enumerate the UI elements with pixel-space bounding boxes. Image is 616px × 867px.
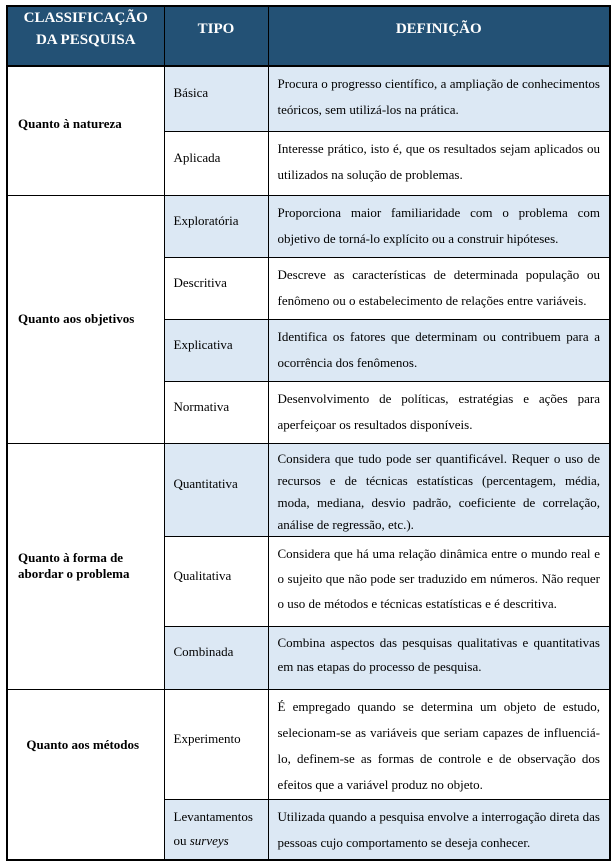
tipo-cell-normativa: Normativa	[164, 381, 268, 443]
definicao-cell-explicativa: Identifica os fatores que determinam ou contribuem para a ocorrência dos fenômenos.	[268, 319, 610, 381]
tipo-cell-descritiva: Descritiva	[164, 257, 268, 319]
definicao-cell-exploratoria: Proporciona maior familiaridade com o problema com objetivo de torná-lo explícito ou a construir hipóteses.	[268, 195, 610, 257]
definicao-cell-levantamentos: Utilizada quando a pesquisa envolve a interrogação direta das pessoas cujo comportamento se deseja conhecer.	[268, 799, 610, 860]
definicao-cell-qualitativa: Considera que há uma relação dinâmica entre o mundo real e o sujeito que não pode ser traduzido em números. Não requer o uso de métodos e técnicas estatísticas e é descritiva.	[268, 536, 610, 626]
table-row	[7, 689, 610, 799]
tipo-cell-levantamentos	[164, 799, 268, 860]
tipo-levantamentos-italic: surveys	[189, 833, 229, 849]
header-classificacao-line1: CLASSIFICAÇÃO	[23, 10, 148, 26]
header-classificacao-line2: DA PESQUISA	[35, 32, 136, 48]
header-classificacao	[7, 6, 164, 66]
definicao-cell-combinada: Combina aspectos das pesquisas qualitativas e quantitativas em nas etapas do processo de pesquisa.	[268, 626, 610, 689]
header-tipo: TIPO	[164, 6, 268, 66]
tipo-cell-exploratoria: Exploratória	[164, 195, 268, 257]
section-label-metodos: Quanto aos métodos	[7, 689, 164, 860]
tipo-cell-experimento: Experimento	[164, 689, 268, 799]
table-header-row	[7, 6, 610, 66]
tipo-cell-explicativa: Explicativa	[164, 319, 268, 381]
definicao-cell-descritiva: Descreve as características de determinada população ou fenômeno ou o estabelecimento de relações entre variáveis.	[268, 257, 610, 319]
definicao-cell-experimento: É empregado quando se determina um objeto de estudo, selecionam-se as variáveis que seriam capazes de influenciá-lo, definem-se as formas de controle e de observação dos efeitos que a variável produz no objeto.	[268, 689, 610, 799]
tipo-cell-combinada: Combinada	[164, 626, 268, 689]
definicao-cell-quantitativa: Considera que tudo pode ser quantificável. Requer o uso de recursos e de técnicas estatísticas (percentagem, média, moda, mediana, desvio padrão, coeficiente de correlação, análise de regressão, etc.).	[268, 443, 610, 536]
section-label-natureza: Quanto à natureza	[7, 66, 164, 195]
table-row	[7, 443, 610, 536]
definicao-cell-aplicada: Interesse prático, isto é, que os resultados sejam aplicados ou utilizados na solução de problemas.	[268, 131, 610, 195]
section-label-objetivos: Quanto aos objetivos	[7, 195, 164, 443]
table-row	[7, 66, 610, 131]
tipo-cell-basica: Básica	[164, 66, 268, 131]
research-classification-table	[6, 5, 611, 861]
definicao-cell-normativa: Desenvolvimento de políticas, estratégias e ações para aperfeiçoar os resultados disponíveis.	[268, 381, 610, 443]
table-row	[7, 195, 610, 257]
tipo-cell-quantitativa: Quantitativa	[164, 443, 268, 536]
header-definicao: DEFINIÇÃO	[268, 6, 610, 66]
tipo-cell-aplicada: Aplicada	[164, 131, 268, 195]
tipo-levantamentos-text: Levantamentos ou	[173, 809, 253, 849]
definicao-cell-basica: Procura o progresso científico, a ampliação de conhecimentos teóricos, sem utilizá-los na prática.	[268, 66, 610, 131]
tipo-cell-qualitativa: Qualitativa	[164, 536, 268, 626]
section-label-forma-de-abordar: Quanto à forma de abordar o problema	[7, 443, 164, 689]
